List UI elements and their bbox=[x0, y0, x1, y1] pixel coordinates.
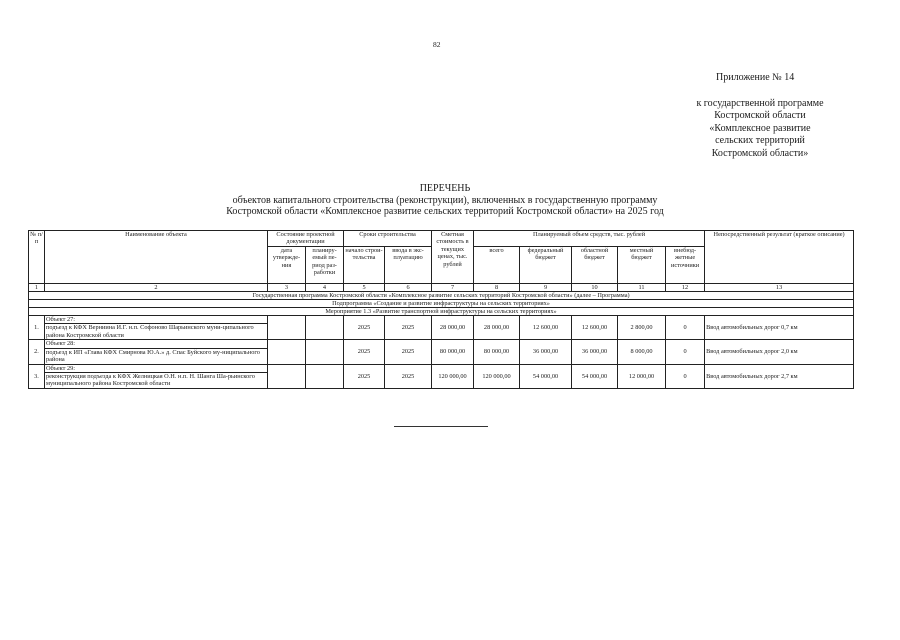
appendix-line: Костромской области bbox=[714, 110, 806, 122]
start-year: 2025 bbox=[344, 315, 385, 339]
commissioning-year: 2025 bbox=[385, 364, 432, 388]
column-number: 1 bbox=[29, 283, 45, 291]
header-doc-status: Состояние проектной документации bbox=[268, 231, 344, 247]
header-regional: областной бюджет bbox=[572, 246, 618, 283]
start-year: 2025 bbox=[344, 340, 385, 364]
header-result: Непосредственный результат (краткое описание) bbox=[705, 231, 854, 284]
row-number: 3. bbox=[29, 364, 45, 388]
funding-total: 120 000,00 bbox=[474, 364, 520, 388]
header-start: начало строи-тельства bbox=[344, 246, 385, 283]
header-doc-planned: планиру-емый пе-риод раз-работки bbox=[306, 246, 344, 283]
funding-federal: 12 600,00 bbox=[520, 315, 572, 339]
column-number: 8 bbox=[474, 283, 520, 291]
estimated-cost: 120 000,00 bbox=[432, 364, 474, 388]
object-label: Объект 28: bbox=[45, 340, 268, 348]
commissioning-year: 2025 bbox=[385, 340, 432, 364]
start-year: 2025 bbox=[344, 364, 385, 388]
subprogram-row bbox=[29, 299, 854, 307]
measure-row bbox=[29, 307, 854, 315]
header-extra: внебюд-жетные источники bbox=[666, 246, 705, 283]
appendix-line: «Комплексное развитие bbox=[709, 122, 811, 134]
object-label: Объект 29: bbox=[45, 364, 268, 372]
appendix-line: сельских территорий bbox=[715, 135, 805, 147]
objects-table bbox=[28, 230, 854, 389]
funding-regional: 54 000,00 bbox=[572, 364, 618, 388]
appendix-line: Костромской области» bbox=[711, 147, 809, 159]
appendix-reference bbox=[680, 98, 840, 160]
doc-planned-cell bbox=[306, 364, 344, 388]
document-subtitle-line: объектов капитального строительства (реконструкции), включенных в государственную программу bbox=[232, 194, 658, 206]
header-total: всего bbox=[474, 246, 520, 283]
column-numbers-row bbox=[29, 283, 854, 291]
subprogram-label: Подпрограмма «Создание и развитие инфраструктуры на сельских территориях» bbox=[29, 299, 854, 307]
doc-date-cell bbox=[268, 340, 306, 364]
estimated-cost: 80 000,00 bbox=[432, 340, 474, 364]
table-header-row bbox=[29, 231, 854, 247]
column-number: 6 bbox=[385, 283, 432, 291]
estimated-cost: 28 000,00 bbox=[432, 315, 474, 339]
object-description: подъезд к КФХ Верниина И.Г. н.п. Софоново Шарьинского муни-ципального района Костромской области bbox=[45, 324, 268, 340]
funding-federal: 54 000,00 bbox=[520, 364, 572, 388]
funding-total: 80 000,00 bbox=[474, 340, 520, 364]
header-local: местный бюджет bbox=[618, 246, 666, 283]
header-num: № п/п bbox=[29, 231, 45, 284]
funding-regional: 12 600,00 bbox=[572, 315, 618, 339]
funding-extra: 0 bbox=[666, 315, 705, 339]
document-heading bbox=[160, 183, 730, 218]
program-row bbox=[29, 291, 854, 299]
document-subtitle-line: Костромской области «Комплексное развитие сельских территорий Костромской области» на 2025 год bbox=[226, 206, 664, 217]
program-label: Государственная программа Костромской области «Комплексное развитие сельских территорий Костромской области» (далее – Программа) bbox=[29, 291, 854, 299]
funding-extra: 0 bbox=[666, 340, 705, 364]
column-number: 5 bbox=[344, 283, 385, 291]
funding-local: 8 000,00 bbox=[618, 340, 666, 364]
column-number: 11 bbox=[618, 283, 666, 291]
column-number: 12 bbox=[666, 283, 705, 291]
header-commissioning: ввода в экс-плуатацию bbox=[385, 246, 432, 283]
header-doc-date: дата утвержде-ния bbox=[268, 246, 306, 283]
object-description: реконструкция подъезда к КФХ Желницкая О.Н. н.п. Н. Шанга Ша-рьинского муниципального района Костромской области bbox=[45, 373, 268, 389]
funding-local: 12 000,00 bbox=[618, 364, 666, 388]
doc-planned-cell bbox=[306, 315, 344, 339]
column-number: 4 bbox=[306, 283, 344, 291]
appendix-line: к государственной программе bbox=[696, 98, 824, 109]
measure-label: Мероприятие 1.3 «Развитие транспортной инфраструктуры на сельских территориях» bbox=[29, 307, 854, 315]
header-funding: Планируемый объем средств, тыс. рублей bbox=[474, 231, 705, 247]
column-number: 10 bbox=[572, 283, 618, 291]
funding-total: 28 000,00 bbox=[474, 315, 520, 339]
commissioning-year: 2025 bbox=[385, 315, 432, 339]
column-number: 7 bbox=[432, 283, 474, 291]
column-number: 3 bbox=[268, 283, 306, 291]
document-title: ПЕРЕЧЕНЬ bbox=[419, 183, 471, 194]
funding-federal: 36 000,00 bbox=[520, 340, 572, 364]
header-terms: Сроки строительства bbox=[344, 231, 432, 247]
closing-rule bbox=[394, 426, 488, 427]
result-description: Ввод автомобильных дорог 2,0 км bbox=[705, 340, 854, 364]
funding-extra: 0 bbox=[666, 364, 705, 388]
doc-planned-cell bbox=[306, 340, 344, 364]
row-number: 2. bbox=[29, 340, 45, 364]
column-number: 2 bbox=[45, 283, 268, 291]
funding-local: 2 800,00 bbox=[618, 315, 666, 339]
appendix-title: Приложение № 14 bbox=[716, 72, 795, 83]
table-row bbox=[29, 340, 854, 348]
column-number: 9 bbox=[520, 283, 572, 291]
funding-regional: 36 000,00 bbox=[572, 340, 618, 364]
object-label: Объект 27: bbox=[45, 315, 268, 323]
row-number: 1. bbox=[29, 315, 45, 339]
result-description: Ввод автомобильных дорог 0,7 км bbox=[705, 315, 854, 339]
doc-date-cell bbox=[268, 364, 306, 388]
header-cost: Сметная стоимость в текущих ценах, тыс. рублей bbox=[432, 231, 474, 284]
table-row bbox=[29, 364, 854, 372]
result-description: Ввод автомобильных дорог 2,7 км bbox=[705, 364, 854, 388]
doc-date-cell bbox=[268, 315, 306, 339]
object-description: подъезд к ИП «Глава КФХ Смирнова Ю.А.» д. Спас Буйского му-ниципального района bbox=[45, 348, 268, 364]
page-number: 82 bbox=[433, 40, 441, 49]
header-name: Наименование объекта bbox=[45, 231, 268, 284]
header-federal: федеральный бюджет bbox=[520, 246, 572, 283]
table-row bbox=[29, 315, 854, 323]
column-number: 13 bbox=[705, 283, 854, 291]
